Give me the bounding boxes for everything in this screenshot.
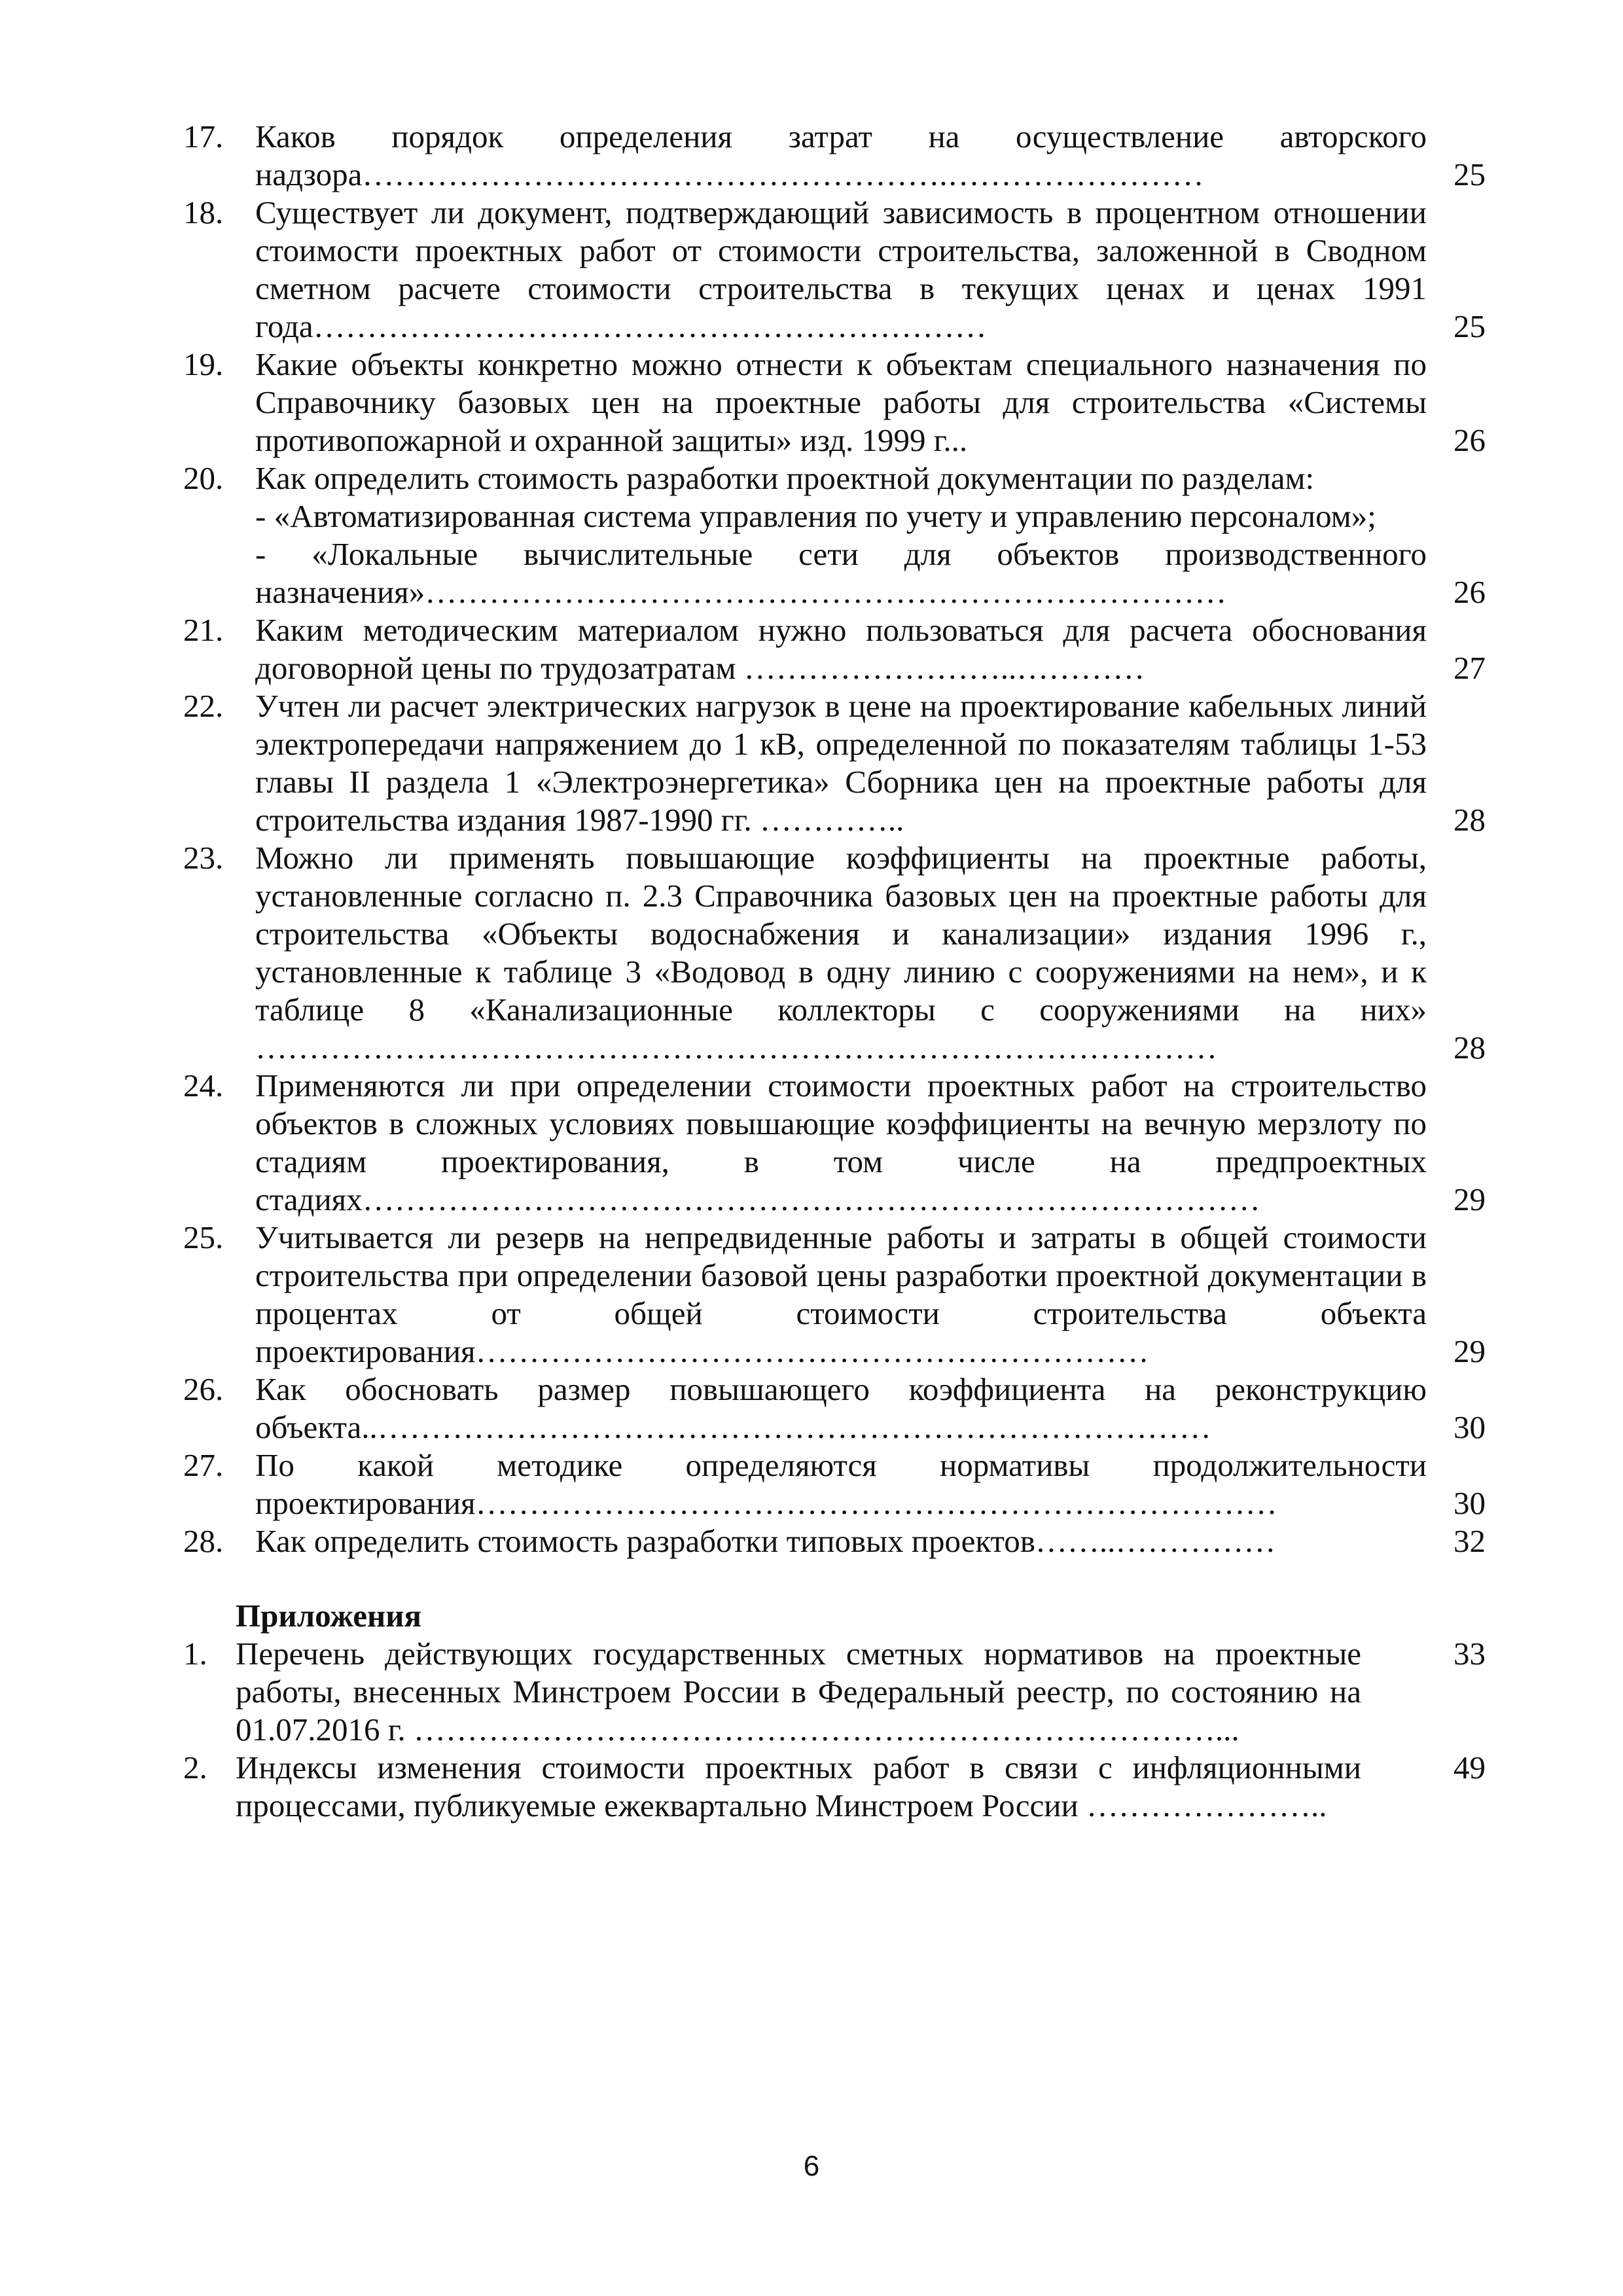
toc-entry-page: 30 [1454,1409,1486,1445]
toc-entry-25 [183,1219,1486,1371]
toc-entry-19 [183,346,1486,459]
toc-entry-number: 24. [183,1067,224,1103]
toc-entry-17 [183,118,1486,194]
toc-entry-number: 19. [183,346,224,382]
toc-entry-26 [183,1371,1486,1446]
toc-entry-number: 20. [183,460,224,496]
toc-entry-page: 28 [1454,802,1486,838]
toc-entry-text: Каков порядок определения затрат на осуществление авторского надзора……………………………………………….…………………… [255,118,1427,192]
toc-entry-text: Учтен ли расчет электрических нагрузок в цене на проектирование кабельных линий электропередачи напряжением до 1 кВ, определенной по показателям таблицы 1-53 главы II раздела 1 «Электроэнергетика» Сборника цен на проектные работы для строительства издания 1987-1990 гг. ………….. [255,688,1427,838]
toc-entry-page: 32 [1454,1523,1486,1559]
toc-entry-20 [183,459,1486,611]
toc-entry-page: 25 [1454,308,1486,344]
toc-entry-page: 30 [1454,1485,1486,1521]
toc-entry-text: Как определить стоимость разработки типовых проектов……..…………… [255,1523,1276,1559]
toc-entry-number: 22. [183,688,224,724]
toc-entry-page: 27 [1454,650,1486,686]
appendix-item-text: Индексы изменения стоимости проектных работ в связи с инфляционными процессами, публикуемые ежеквартально Минстроем России ………………….. [236,1749,1361,1823]
toc-entry-text: Применяются ли при определении стоимости проектных работ на строительство объектов в сложных условиях повышающие коэффициенты на вечную мерзлоту по стадиям проектирования, в том числе на предпроектных стадиях………………………………………………………………………… [255,1067,1427,1217]
toc-entry-24 [183,1067,1486,1219]
toc-entry-text: По какой методике определяются нормативы продолжительности проектирования………………………………………………………………… [255,1447,1427,1521]
toc-entry-text: Учитывается ли резерв на непредвиденные работы и затраты в общей стоимости строительства при определении базовой цены разработки проектной документации в процентах от общей стоимости строительства объекта проектирования……………………………………………………… [255,1219,1427,1369]
toc-entry-number: 28. [183,1523,224,1559]
toc-entry-28 [183,1522,1486,1560]
toc-entry-text-line: - «Локальные вычислительные сети для объектов производственного назначения»………………………………………………………………… [255,536,1427,610]
appendix-item-number: 2. [183,1749,207,1785]
toc-entry-text-line: - «Автоматизированная система управления по учету и управлению персоналом»; [255,498,1376,534]
toc-entry-page: 26 [1454,422,1486,458]
toc-entry-page: 29 [1454,1181,1486,1217]
toc-entry-text: Каким методическим материалом нужно пользоваться для расчета обоснования договорной цены по трудозатратам ……………………..………… [255,612,1427,686]
toc-entry-number: 17. [183,118,224,154]
toc-entry-number: 26. [183,1371,224,1407]
toc-entry-number: 27. [183,1447,224,1483]
toc-entry-text: Существует ли документ, подтверждающий зависимость в процентном отношении стоимости проектных работ от стоимости строительства, заложенной в Сводном сметном расчете стоимости строительства в текущих ценах и ценах 1991 года……………………………………………………… [255,194,1427,344]
appendix-heading: Приложения [236,1598,421,1634]
toc-entry-22 [183,687,1486,839]
toc-entry-text: Можно ли применять повышающие коэффициенты на проектные работы, установленные согласно п. 2.3 Справочника базовых цен на проектные работы для строительства «Объекты водоснабжения и канализации» издания 1996 г., установленные к таблице 3 «Водовод в одну линию с сооружениями на нем», и к таблице 8 «Канализационные коллекторы с сооружениями на них» ……………………………………………………………………………… [255,840,1427,1066]
toc-entry-text-line: Как определить стоимость разработки проектной документации по разделам: [255,460,1315,496]
toc-entry-number: 25. [183,1219,224,1255]
toc-entry-page: 25 [1454,156,1486,192]
appendix-item-text: Перечень действующих государственных сметных нормативов на проектные работы, внесенных Минстроем России в Федеральный реестр, по состоянию на 01.07.2016 г. …………………………………………………………………... [236,1636,1361,1748]
appendix-item-page: 33 [1454,1636,1486,1672]
toc-entry-number: 23. [183,840,224,876]
toc-entry-21 [183,611,1486,687]
table-of-contents [183,118,1486,1825]
toc-entry-number: 21. [183,612,224,648]
toc-entry-number: 18. [183,194,224,230]
toc-entry-page: 28 [1454,1030,1486,1066]
appendix-item-2 [183,1749,1486,1825]
toc-entry-23 [183,839,1486,1067]
toc-entry-27 [183,1446,1486,1522]
appendix-item-page: 49 [1454,1749,1486,1785]
toc-entry-text: Какие объекты конкретно можно отнести к объектам специального назначения по Справочнику базовых цен на проектные работы для строительства «Системы противопожарной и охранной защиты» изд. 1999 г... [255,346,1427,458]
appendix-item-1 [183,1635,1486,1749]
appendix-item-number: 1. [183,1636,207,1672]
toc-entry-text: Как обосновать размер повышающего коэффициента на реконструкцию объекта..…………………………………………………………………… [255,1371,1427,1445]
toc-entry-18 [183,194,1486,346]
toc-entry-page: 26 [1454,574,1486,610]
toc-entry-page: 29 [1454,1333,1486,1369]
page-number: 6 [803,2150,820,2182]
